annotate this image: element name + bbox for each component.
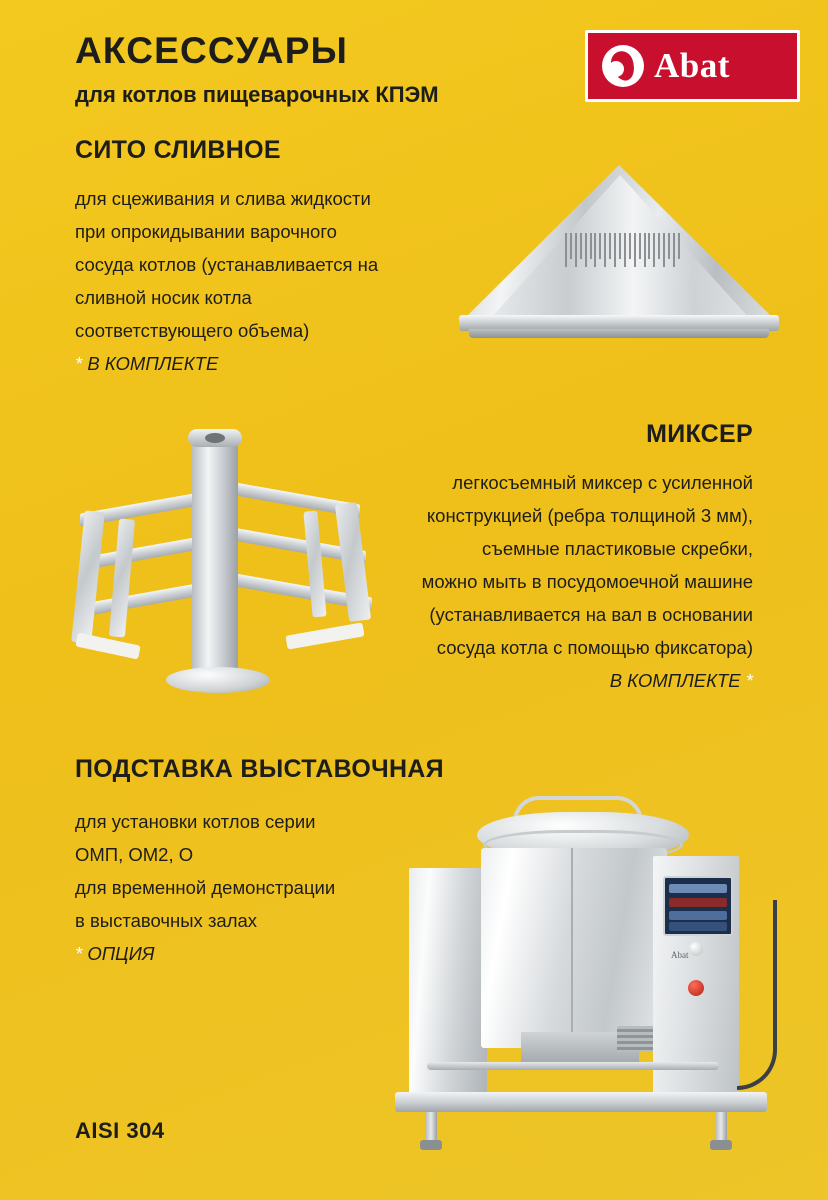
display-row [669,911,727,920]
text-line: сливной носик котла [75,287,252,308]
kettle-brand-text: Abat [671,950,689,960]
display-row [669,884,727,893]
section-note-sieve [75,347,455,380]
kettle-control-display [663,876,733,936]
section-text-sieve [75,182,455,380]
kettle-body-seam [571,848,573,1048]
section-note-stand [75,937,405,970]
text-line: легкосъемный миксер с усиленной [452,472,753,493]
mixer-photo [70,415,400,705]
text-line: съемные пластиковые скребки, [482,538,753,559]
kettle-power-cable [737,900,777,1090]
abat-logo-text: Abat [654,46,730,85]
display-row [669,922,727,931]
mixer-blade [109,519,135,638]
mixer-scraper [285,622,364,649]
display-row [669,898,727,907]
section-text-stand [75,805,405,970]
exhibition-stand-kettle-photo [385,790,785,1150]
note-star: * [75,943,83,964]
text-line: ОМП, ОМ2, О [75,844,194,865]
text-line: сосуда котла с помощью фиксатора) [436,637,753,658]
stand-foot [710,1140,732,1150]
stand-leg [715,1112,727,1142]
note-text: В КОМПЛЕКТЕ [609,670,741,691]
mixer-shaft-hole [205,433,225,443]
text-line: (устанавливается на вал в основании [429,604,753,625]
kettle-emergency-button [688,980,704,996]
note-text: ОПЦИЯ [87,943,155,964]
abat-logo [585,30,800,102]
stand-cross-bar [427,1062,719,1070]
page-title: АКСЕССУАРЫ [75,30,349,71]
drain-sieve-photo [455,155,785,355]
text-line: для сцеживания и слива жидкости [75,188,371,209]
text-line: можно мыть в посудомоечной машине [421,571,753,592]
mixer-blade [71,510,105,643]
page-header [0,18,828,123]
stand-foot [420,1140,442,1150]
kettle-knob [689,942,703,956]
text-line: для временной демонстрации [75,877,336,898]
mixer-scraper [75,632,141,659]
stand-leg [425,1112,437,1142]
text-line: в выставочных залах [75,910,258,931]
page-subtitle: для котлов пищеварочных КПЭМ [75,82,439,107]
section-title-stand: ПОДСТАВКА ВЫСТАВОЧНАЯ [75,755,444,783]
stand-base-top [395,1092,767,1112]
mixer-arm [88,583,198,615]
mixer-blade [303,511,326,618]
section-title-sieve: СИТО СЛИВНОЕ [75,136,281,164]
note-star: * [75,353,83,374]
text-line: конструкцией (ребра толщиной 3 мм), [426,505,753,526]
material-label: AISI 304 [75,1118,165,1143]
kettle-body [481,848,667,1048]
sieve-rim-lower [469,329,769,338]
section-title-mixer: МИКСЕР [646,420,753,448]
note-star: * [745,670,753,691]
mixer-base [166,667,270,693]
text-line: для установки котлов серии [75,811,316,832]
note-text: В КОМПЛЕКТЕ [87,353,219,374]
mixer-shaft [192,437,238,677]
abat-swirl-icon [602,45,644,87]
text-line: при опрокидывании варочного [75,221,337,242]
sieve-slots [565,233,680,273]
text-line: сосуда котлов (устанавливается на [75,254,379,275]
text-line: соответствующего объема) [75,320,310,341]
